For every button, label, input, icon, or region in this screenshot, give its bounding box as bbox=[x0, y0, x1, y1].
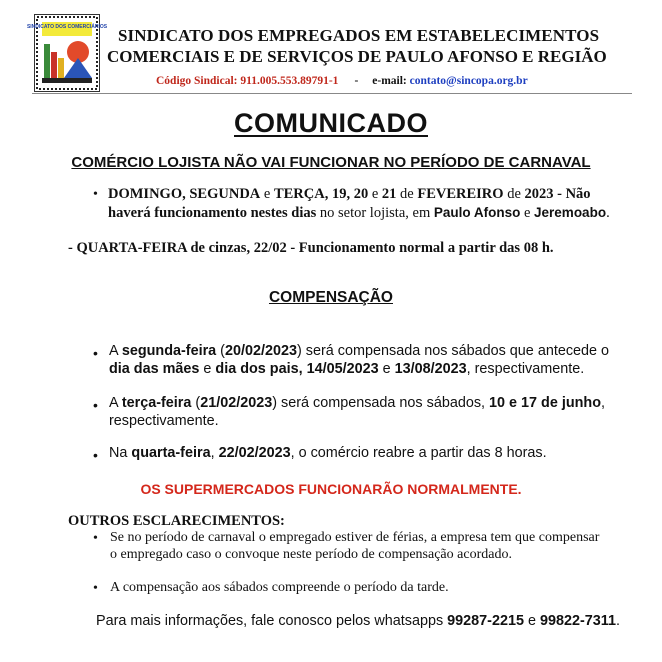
supermarkets-notice: OS SUPERMERCADOS FUNCIONARÃO NORMALMENTE. bbox=[140, 481, 522, 497]
union-logo bbox=[26, 14, 108, 92]
ash-wednesday-note: - QUARTA-FEIRA de cinzas, 22/02 - Funcionamento normal a partir das 08 h. bbox=[68, 240, 554, 256]
contact-footer: Para mais informações, fale conosco pelos whatsapps 99287-2215 e 99822-7311. bbox=[96, 613, 621, 629]
bullet-icon: • bbox=[93, 581, 98, 596]
compensation-item2-line1: A terça-feira (21/02/2023) será compensada nos sábados, 10 e 17 de junho, bbox=[109, 395, 605, 411]
bullet-icon: • bbox=[93, 531, 98, 546]
whatsapp-number-2[interactable]: 99822-7311 bbox=[539, 613, 617, 629]
other-clarifications-heading: OUTROS ESCLARECIMENTOS: bbox=[68, 513, 285, 529]
compensation-item2-line2: respectivamente. bbox=[109, 413, 219, 429]
whatsapp-number-1[interactable]: 99287-2215 bbox=[447, 613, 524, 629]
compensation-item1-line2: dia das mães e dia dos pais, 14/05/2023 e 13/08/2023, respectivamente. bbox=[109, 361, 585, 377]
closure-line2: haverá funcionamento nestes dias no setor lojista, em Paulo Afonso e Jeremoabo. bbox=[108, 205, 610, 221]
org-name-line1: SINDICATO DOS EMPREGADOS EM ESTABELECIMENTOS bbox=[118, 26, 600, 45]
email-link[interactable]: contato@sincopa.org.br bbox=[409, 75, 528, 87]
compensation-heading: COMPENSAÇÃO bbox=[268, 289, 393, 306]
union-code: Código Sindical: 911.005.553.89791-1 bbox=[156, 75, 339, 87]
separator: - bbox=[354, 75, 359, 87]
compensation-item1-line1: A segunda-feira (20/02/2023) será compensada nos sábados que antecede o bbox=[109, 343, 610, 359]
contact-line bbox=[156, 75, 528, 87]
closure-line1: DOMINGO, SEGUNDA e TERÇA, 19, 20 e 21 de FEVEREIRO de 2023 - Não bbox=[108, 186, 591, 202]
page-title: COMUNICADO bbox=[234, 108, 428, 138]
header-divider bbox=[32, 93, 632, 94]
bullet-icon: • bbox=[93, 397, 98, 413]
logo-emblem-icon bbox=[26, 14, 108, 92]
org-name-line2: COMERCIAIS E DE SERVIÇOS DE PAULO AFONSO E REGIÃO bbox=[107, 47, 607, 66]
bullet-icon: • bbox=[93, 345, 98, 361]
clarification-item1-line2: o empregado caso o convoque neste período de compensação acordado. bbox=[110, 547, 512, 562]
subtitle: COMÉRCIO LOJISTA NÃO VAI FUNCIONAR NO PERÍODO DE CARNAVAL bbox=[71, 154, 591, 171]
clarification-item2: A compensação aos sábados compreende o período da tarde. bbox=[110, 580, 449, 595]
clarification-item1-line1: Se no período de carnaval o empregado estiver de férias, a empresa tem que compensar bbox=[110, 530, 600, 545]
bullet-icon: • bbox=[93, 187, 98, 202]
bullet-icon: • bbox=[93, 447, 98, 463]
logo-text: SINDICATO DOS COMERCIÁRIOS bbox=[26, 24, 108, 30]
compensation-item3: Na quarta-feira, 22/02/2023, o comércio reabre a partir das 8 horas. bbox=[109, 445, 547, 461]
email-label: e-mail: bbox=[372, 75, 407, 87]
